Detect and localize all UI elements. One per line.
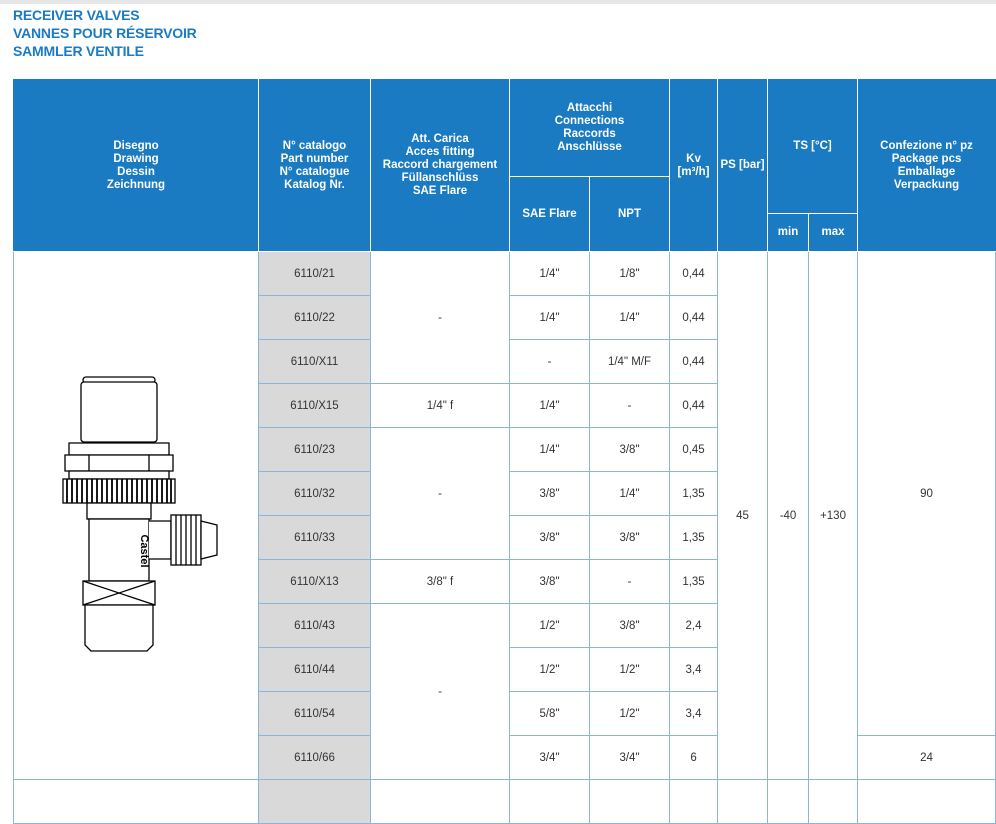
fitting-cell: -	[371, 604, 510, 780]
table-body	[14, 252, 996, 824]
npt-cell: 1/4"	[590, 296, 670, 340]
header-ps: PS [bar]	[718, 80, 768, 252]
header-kv: Kv [m³/h]	[670, 80, 718, 252]
kv-cell: 2,4	[670, 604, 718, 648]
header-sae-flare: SAE Flare	[510, 177, 590, 252]
fitting-cell: 1/4" f	[371, 384, 510, 428]
table-row	[14, 252, 996, 296]
part-number-cell: 6110/22	[259, 296, 371, 340]
package-cell: 24	[858, 736, 996, 780]
npt-cell: 3/8"	[590, 604, 670, 648]
npt-cell: 1/8"	[590, 252, 670, 296]
kv-cell: 0,44	[670, 340, 718, 384]
part-number-cell: 6110/33	[259, 516, 371, 560]
header-ts-min: min	[768, 214, 809, 252]
part-number-cell: 6110/X13	[259, 560, 371, 604]
ps-cell: 45	[718, 252, 768, 780]
sae-cell: 3/8"	[510, 472, 590, 516]
package-cell: 90	[858, 252, 996, 736]
section-titles	[13, 6, 197, 60]
part-number-cell: 6110/X11	[259, 340, 371, 384]
npt-cell: 3/8"	[590, 516, 670, 560]
part-number-cell: 6110/54	[259, 692, 371, 736]
drawing-cell	[14, 252, 259, 780]
title-italian: RECEIVER VALVES	[13, 7, 140, 23]
kv-cell: 6	[670, 736, 718, 780]
npt-cell: -	[590, 560, 670, 604]
part-number-cell: 6110/21	[259, 252, 371, 296]
sae-cell: 1/4"	[510, 296, 590, 340]
npt-cell: -	[590, 384, 670, 428]
header-part-number: N° catalogo Part number N° catalogue Katalog Nr.	[259, 80, 371, 252]
part-number-cell: 6110/44	[259, 648, 371, 692]
part-number-cell: 6110/X15	[259, 384, 371, 428]
header-ts: TS [°C]	[768, 80, 858, 214]
kv-cell: 0,44	[670, 384, 718, 428]
sae-cell: 1/2"	[510, 648, 590, 692]
title-german: SAMMLER VENTILE	[13, 43, 144, 59]
sae-cell: -	[510, 340, 590, 384]
kv-cell: 0,44	[670, 296, 718, 340]
kv-cell: 3,4	[670, 692, 718, 736]
part-number-cell: 6110/66	[259, 736, 371, 780]
fitting-cell: 3/8" f	[371, 560, 510, 604]
kv-cell: 0,44	[670, 252, 718, 296]
table-header	[14, 80, 996, 252]
part-number-cell: 6110/32	[259, 472, 371, 516]
npt-cell: 3/4"	[590, 736, 670, 780]
sae-cell: 5/8"	[510, 692, 590, 736]
sae-cell: 1/4"	[510, 384, 590, 428]
valve-brand-text: Castel	[138, 533, 150, 568]
ts-max-cell: +130	[809, 252, 858, 780]
receiver-valve-drawing	[41, 371, 231, 661]
top-divider	[0, 0, 996, 4]
fitting-cell: -	[371, 428, 510, 560]
header-package: Confezione n° pz Package pcs Emballage Verpackung	[858, 80, 996, 252]
fitting-cell: -	[371, 252, 510, 384]
sae-cell: 1/4"	[510, 252, 590, 296]
sae-cell: 1/2"	[510, 604, 590, 648]
npt-cell: 1/2"	[590, 648, 670, 692]
part-number-cell: 6110/23	[259, 428, 371, 472]
title-french: VANNES POUR RÉSERVOIR	[13, 25, 197, 41]
header-access-fitting: Att. Carica Acces fitting Raccord chargement Füllanschlüss SAE Flare	[371, 80, 510, 252]
kv-cell: 3,4	[670, 648, 718, 692]
npt-cell: 1/4"	[590, 472, 670, 516]
header-ts-max: max	[809, 214, 858, 252]
kv-cell: 1,35	[670, 560, 718, 604]
sae-cell: 1/4"	[510, 428, 590, 472]
sae-cell: 3/8"	[510, 560, 590, 604]
npt-cell: 1/4" M/F	[590, 340, 670, 384]
header-npt: NPT	[590, 177, 670, 252]
table-row-partial	[14, 780, 996, 824]
header-drawing: Disegno Drawing Dessin Zeichnung	[14, 80, 259, 252]
npt-cell: 3/8"	[590, 428, 670, 472]
sae-cell: 3/4"	[510, 736, 590, 780]
kv-cell: 1,35	[670, 516, 718, 560]
part-number-cell: 6110/43	[259, 604, 371, 648]
kv-cell: 0,45	[670, 428, 718, 472]
sae-cell: 3/8"	[510, 516, 590, 560]
npt-cell: 1/2"	[590, 692, 670, 736]
ts-min-cell: -40	[768, 252, 809, 780]
receiver-valves-table	[13, 79, 996, 824]
header-connections: Attacchi Connections Raccords Anschlüsse	[510, 80, 670, 177]
kv-cell: 1,35	[670, 472, 718, 516]
